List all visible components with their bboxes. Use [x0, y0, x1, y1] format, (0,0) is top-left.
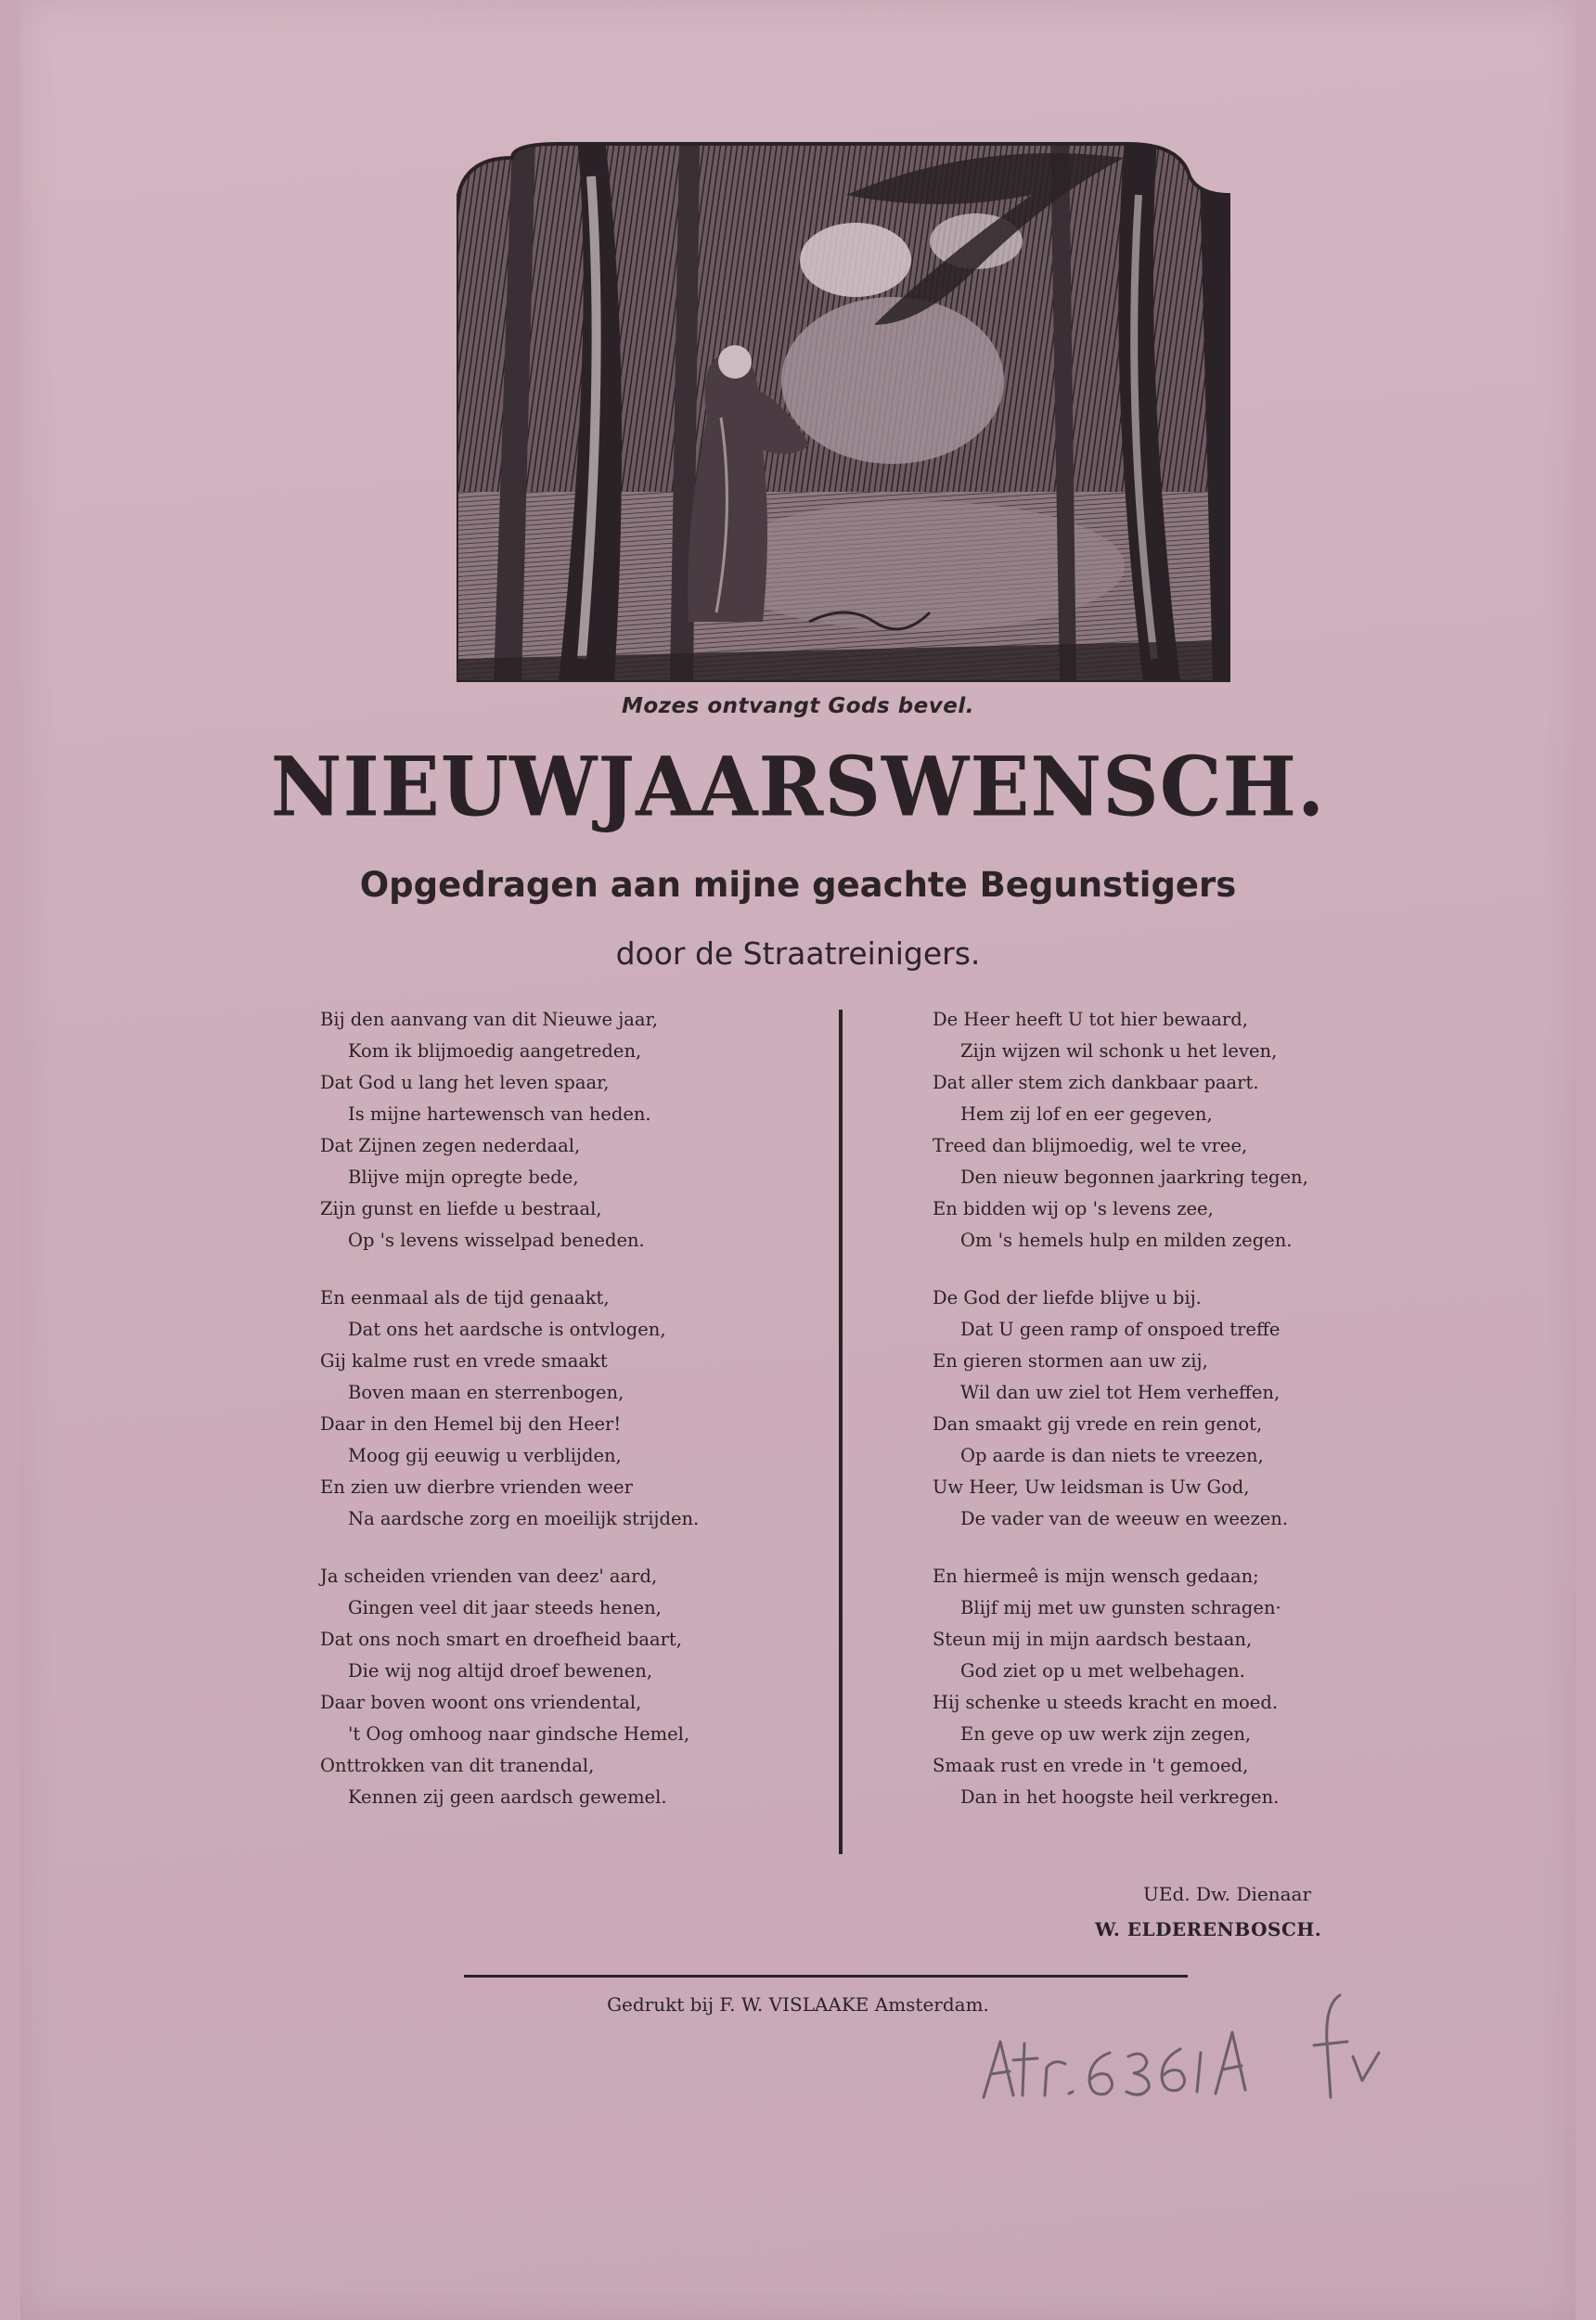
dedication-line-2: door de Straatreinigers. — [615, 935, 981, 972]
poem-stanza — [320, 1282, 784, 1535]
poem-line: Na aardsche zorg en moeilijk strijden. — [348, 1508, 700, 1529]
poem-line: Kennen zij geen aardsch gewemel. — [348, 1786, 667, 1808]
poem-line: 't Oog omhoog naar gindsche Hemel, — [348, 1723, 690, 1745]
poem-line: Om 's hemels hulp en milden zegen. — [960, 1230, 1293, 1251]
woodcut-illustration — [457, 139, 1230, 682]
poem-line: Smaak rust en vrede in 't gemoed, — [933, 1755, 1249, 1776]
poem-line: Dat Zijnen zegen nederdaal, — [320, 1135, 581, 1156]
poem-line: De God der liefde blijve u bij. — [933, 1287, 1202, 1308]
poem-line: Hij schenke u steeds kracht en moed. — [933, 1692, 1279, 1713]
poem-line: Bij den aanvang van dit Nieuwe jaar, — [320, 1009, 658, 1030]
poem-line: En eenmaal als de tijd genaakt, — [320, 1287, 610, 1308]
poem-line: De vader van de weeuw en weezen. — [960, 1508, 1289, 1529]
poem-line: Zijn wijzen wil schonk u het leven, — [960, 1040, 1278, 1062]
poem-line: Kom ik blijmoedig aangetreden, — [348, 1040, 642, 1062]
poem-line: Op 's levens wisselpad beneden. — [348, 1230, 645, 1251]
illustration-caption: Mozes ontvangt Gods bevel. — [621, 694, 974, 718]
poem-stanza — [320, 1561, 784, 1813]
signature-name: W. ELDERENBOSCH. — [1095, 1918, 1322, 1940]
poem-line: Is mijne hartewensch van heden. — [348, 1103, 651, 1125]
poem-line: En bidden wij op 's levens zee, — [933, 1198, 1214, 1219]
printer-line: Gedrukt bij F. W. VISLAAKE Amsterdam. — [607, 1993, 989, 2016]
poem-line: Wil dan uw ziel tot Hem verheffen, — [960, 1382, 1281, 1403]
poem-line: De Heer heeft U tot hier bewaard, — [933, 1009, 1248, 1030]
poem-line: Daar boven woont ons vriendental, — [320, 1692, 642, 1713]
poem-line: Onttrokken van dit tranendal, — [320, 1755, 595, 1776]
poem-line: Steun mij in mijn aardsch bestaan, — [933, 1629, 1253, 1650]
poem-column-right — [933, 1004, 1396, 1839]
poem-line: Daar in den Hemel bij den Heer! — [320, 1413, 622, 1435]
poem-line: Op aarde is dan niets te vreezen, — [960, 1445, 1264, 1466]
poem-line: God ziet op u met welbehagen. — [960, 1660, 1245, 1682]
handwritten-archive-note — [972, 1967, 1409, 2107]
poem-line: Dat aller stem zich dankbaar paart. — [933, 1072, 1259, 1093]
poem-line: Dan smaakt gij vrede en rein genot, — [933, 1413, 1263, 1435]
signature-title: UEd. Dw. Dienaar — [1143, 1883, 1312, 1905]
poem-line: Dat ons noch smart en droefheid baart, — [320, 1629, 682, 1650]
poem-line: Zijn gunst en liefde u bestraal, — [320, 1198, 602, 1219]
signature-block — [1095, 1876, 1321, 1947]
poem-line: Den nieuw begonnen jaarkring tegen, — [960, 1166, 1308, 1188]
poem-line: En geve op uw werk zijn zegen, — [960, 1723, 1252, 1745]
poem-stanza — [933, 1004, 1396, 1257]
poem-line: Dat U geen ramp of onspoed treffe — [960, 1319, 1281, 1340]
poem-stanza — [320, 1004, 784, 1257]
poem-line: Blijf mij met uw gunsten schragen· — [960, 1597, 1281, 1618]
poem-line: Uw Heer, Uw leidsman is Uw God, — [933, 1476, 1250, 1498]
dedication-line-1: Opgedragen aan mijne geachte Begunstigers — [359, 865, 1237, 905]
poem-stanza — [933, 1282, 1396, 1535]
poem-line: Die wij nog altijd droef bewenen, — [348, 1660, 653, 1682]
poem-column-left — [320, 1004, 784, 1839]
poem-line: Blijve mijn opregte bede, — [348, 1166, 579, 1188]
poem-line: Moog gij eeuwig u verblijden, — [348, 1445, 622, 1466]
page-title: NIEUWJAARSWENSCH. — [270, 738, 1326, 835]
poem-line: Dat God u lang het leven spaar, — [320, 1072, 610, 1093]
poem-line: Hem zij lof en eer gegeven, — [960, 1103, 1213, 1125]
column-divider — [839, 1010, 843, 1854]
poem-line: En hiermeê is mijn wensch gedaan; — [933, 1566, 1259, 1587]
poem-line: Boven maan en sterrenbogen, — [348, 1382, 624, 1403]
poem-line: En zien uw dierbre vrienden weer — [320, 1476, 633, 1498]
poem-stanza — [933, 1561, 1396, 1813]
poem-line: En gieren stormen aan uw zij, — [933, 1350, 1208, 1372]
poem-line: Ja scheiden vrienden van deez' aard, — [320, 1566, 658, 1587]
poem-line: Treed dan blijmoedig, wel te vree, — [933, 1135, 1248, 1156]
poem-line: Gingen veel dit jaar steeds henen, — [348, 1597, 662, 1618]
poem-line: Dat ons het aardsche is ontvlogen, — [348, 1319, 666, 1340]
poem-line: Gij kalme rust en vrede smaakt — [320, 1350, 608, 1372]
poem-line: Dan in het hoogste heil verkregen. — [960, 1786, 1280, 1808]
